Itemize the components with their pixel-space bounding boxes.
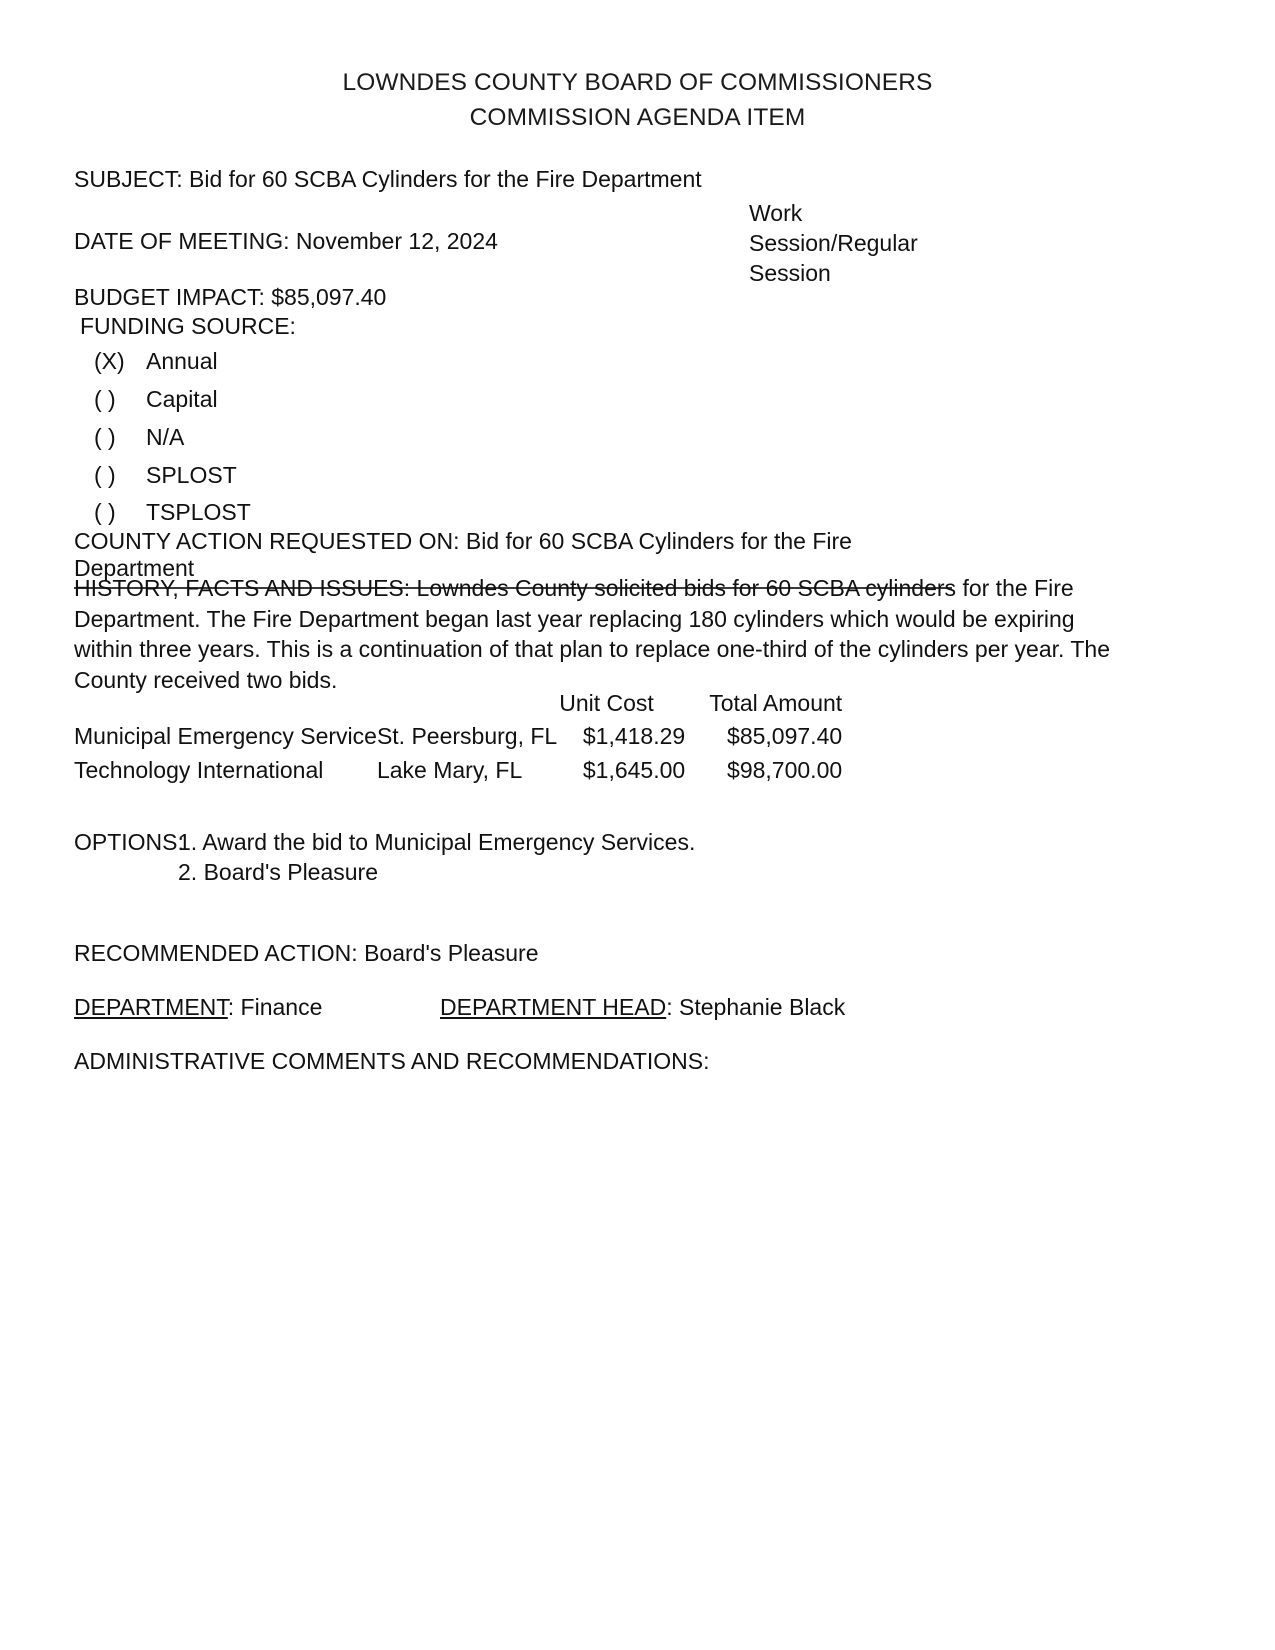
administrative-comments-label: ADMINISTRATIVE COMMENTS AND RECOMMENDATIONS: [74, 1048, 710, 1074]
funding-label-na: N/A [146, 423, 185, 450]
department-field [74, 994, 322, 1021]
history-facts-issues-paragraph: HISTORY, FACTS AND ISSUES: Lowndes County solicited bids for 60 SCBA cylinders for the Fire Department. The Fire Department began last year replacing 180 cylinders which would be expiring within three years. This is a continuation of that plan to replace one-third of the cylinders per year. The County received two bids. [74, 575, 1111, 693]
funding-option-capital[interactable] [94, 385, 386, 414]
column-header-city [377, 688, 557, 721]
column-header-total-amount: Total Amount [709, 690, 843, 716]
funding-label-capital: Capital [146, 386, 218, 413]
session-note-line-2: Session/Regular [749, 229, 918, 256]
options-first-line [74, 828, 695, 858]
bid-table-body [74, 721, 842, 788]
recommended-action-line: RECOMMENDED ACTION: Board's Pleasure [74, 940, 539, 966]
session-note-line-3: Session [749, 259, 831, 286]
column-header-unit-cost: Unit Cost [559, 690, 654, 716]
column-header-vendor [74, 688, 377, 721]
bid-comparison-table [74, 688, 842, 788]
date-of-meeting-line: DATE OF MEETING: November 12, 2024 [74, 228, 498, 254]
funding-option-tsplost[interactable] [94, 498, 386, 527]
budget-block [74, 283, 386, 536]
table-row [74, 721, 842, 754]
option-item-1: 1. Award the bid to Municipal Emergency Services. [178, 829, 696, 855]
funding-option-na[interactable] [94, 423, 386, 452]
table-header-row [74, 688, 842, 721]
bid-total-amount: $98,700.00 [727, 756, 843, 783]
funding-checkbox-splost[interactable]: ( ) [94, 461, 116, 488]
department-label: DEPARTMENT [74, 994, 228, 1020]
department-head-field [440, 994, 845, 1021]
funding-checkbox-tsplost[interactable]: ( ) [94, 499, 116, 526]
funding-label-annual: Annual [146, 348, 218, 375]
county-action-requested-line: COUNTY ACTION REQUESTED ON: Bid for 60 SCBA Cylinders for the Fire Department [74, 528, 952, 589]
options-label: OPTIONS: [74, 829, 184, 855]
table-row [74, 755, 842, 788]
department-head-label: DEPARTMENT HEAD [440, 994, 667, 1020]
bid-unit-cost: $1,645.00 [582, 756, 686, 783]
session-note-line-1: Work [749, 200, 803, 226]
header-line-organization: LOWNDES COUNTY BOARD OF COMMISSIONERS [342, 69, 933, 96]
department-value: : Finance [227, 994, 323, 1020]
funding-label-splost: SPLOST [146, 461, 237, 488]
bid-total-amount: $85,097.40 [727, 723, 843, 750]
bid-unit-cost: $1,418.29 [582, 723, 686, 750]
funding-option-annual[interactable] [94, 347, 386, 376]
bid-vendor-name: Technology International [74, 756, 324, 783]
budget-impact-line: BUDGET IMPACT: $85,097.40 [74, 284, 387, 310]
document-header [0, 0, 1275, 136]
bid-vendor-name: Municipal Emergency Service [74, 723, 377, 750]
funding-checkbox-na[interactable]: ( ) [94, 423, 116, 450]
bid-vendor-city: Lake Mary, FL [376, 756, 523, 783]
funding-checkbox-annual[interactable]: (X) [94, 348, 125, 375]
session-type-note [749, 199, 989, 289]
header-line-document-type: COMMISSION AGENDA ITEM [469, 103, 806, 131]
funding-checkbox-capital[interactable]: ( ) [94, 386, 116, 413]
option-item-2: 2. Board's Pleasure [178, 858, 379, 885]
funding-option-splost[interactable] [94, 461, 386, 490]
bid-table-header [74, 688, 842, 721]
department-head-value: : Stephanie Black [666, 994, 846, 1020]
bid-vendor-city: St. Peersburg, FL [376, 723, 558, 750]
funding-source-label: FUNDING SOURCE: [80, 313, 296, 340]
funding-label-tsplost: TSPLOST [146, 499, 251, 526]
funding-source-options [74, 347, 386, 527]
subject-line: SUBJECT: Bid for 60 SCBA Cylinders for the Fire Department [74, 166, 702, 192]
options-block [74, 828, 695, 888]
